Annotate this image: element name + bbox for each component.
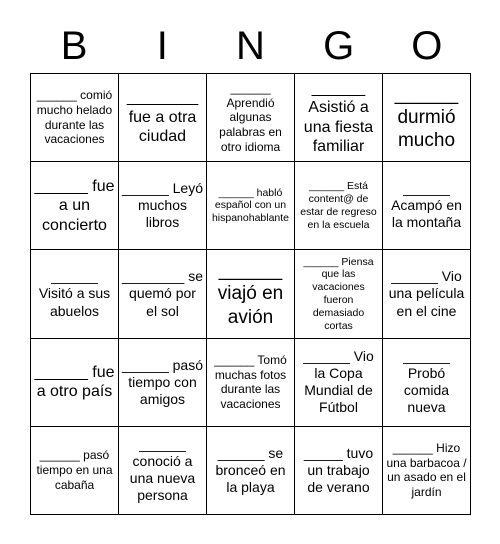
bingo-cell[interactable] [31, 339, 119, 427]
cell-text: ______ Probó comida nueva [403, 348, 450, 416]
cell-text: ______ Tomó muchas fotos durante las vacaciones [214, 352, 287, 411]
bingo-cell[interactable] [31, 250, 119, 338]
cell-text: ________ fue a otra ciudad [126, 89, 199, 146]
cell-text: ______ fue a un concierto [34, 177, 115, 234]
bingo-cell[interactable] [207, 250, 295, 338]
cell-text: ______ Piensa que las vacaciones fueron demasiado cortas [303, 255, 374, 332]
bingo-cell[interactable] [31, 162, 119, 250]
cell-text: ______ conoció a una nueva persona [129, 436, 196, 504]
bingo-cell[interactable] [383, 339, 471, 427]
cell-text: ______ pasó tiempo con amigos [122, 356, 203, 407]
cell-text: ______ Visitó a sus abuelos [38, 268, 111, 319]
bingo-cell[interactable] [295, 339, 383, 427]
bingo-cell[interactable] [207, 162, 295, 250]
bingo-cell[interactable] [295, 162, 383, 250]
bingo-cell[interactable] [207, 339, 295, 427]
cell-text: ______ Aprendió algunas palabras en otro idioma [219, 81, 282, 154]
bingo-cell[interactable] [295, 74, 383, 162]
cell-text: ______ Vio la Copa Mundial de Fútbol [303, 348, 374, 416]
cell-text: ______ se bronceó en la playa [215, 444, 286, 495]
header-letter-g: G [323, 24, 355, 68]
cell-text: _____ tuvo un trabajo de verano [303, 444, 374, 495]
cell-text: ________ se quemó por el sol [122, 268, 203, 319]
bingo-cell[interactable] [119, 74, 207, 162]
cell-text: ______ Está content@ de estar de regreso en la escuela [300, 180, 377, 231]
header-letter-n: N [236, 24, 265, 68]
bingo-cell[interactable] [383, 427, 471, 515]
bingo-cell[interactable] [119, 427, 207, 515]
cell-text: ______ Acampó en la montaña [391, 180, 462, 231]
bingo-cell[interactable] [119, 250, 207, 338]
bingo-cell[interactable] [207, 74, 295, 162]
header-letter-o: O [411, 24, 443, 68]
cell-text: ______ Vio una película en el cine [388, 268, 465, 319]
bingo-cell[interactable] [207, 427, 295, 515]
bingo-cell[interactable] [383, 250, 471, 338]
cell-text: ______ Leyó muchos libros [122, 180, 203, 231]
bingo-grid [30, 73, 471, 515]
bingo-cell[interactable] [31, 74, 119, 162]
bingo-cell[interactable] [295, 250, 383, 338]
header-letter-b: B [60, 24, 88, 68]
cell-text: ______ fue a otro país [34, 363, 115, 401]
cell-text: ______ viajó en avión [217, 260, 284, 328]
cell-text: ______ pasó tiempo en una cabaña [36, 448, 113, 492]
bingo-cell[interactable] [31, 427, 119, 515]
bingo-cell[interactable] [295, 427, 383, 515]
bingo-cell[interactable] [383, 162, 471, 250]
cell-text: ______ habló español con un hispanohablante [211, 186, 290, 225]
cell-text: ______ Asistió a una fiesta familiar [303, 79, 374, 156]
cell-text: ______ Hizo una barbacoa / un asado en el jardín [386, 441, 467, 500]
bingo-header [30, 18, 471, 74]
header-letter-i: I [156, 24, 168, 68]
cell-text: ______ comió mucho helado durante las vacaciones [36, 88, 113, 147]
cell-text: ______ durmió mucho [394, 83, 459, 152]
bingo-cell[interactable] [383, 74, 471, 162]
bingo-cell[interactable] [119, 339, 207, 427]
bingo-cell[interactable] [119, 162, 207, 250]
